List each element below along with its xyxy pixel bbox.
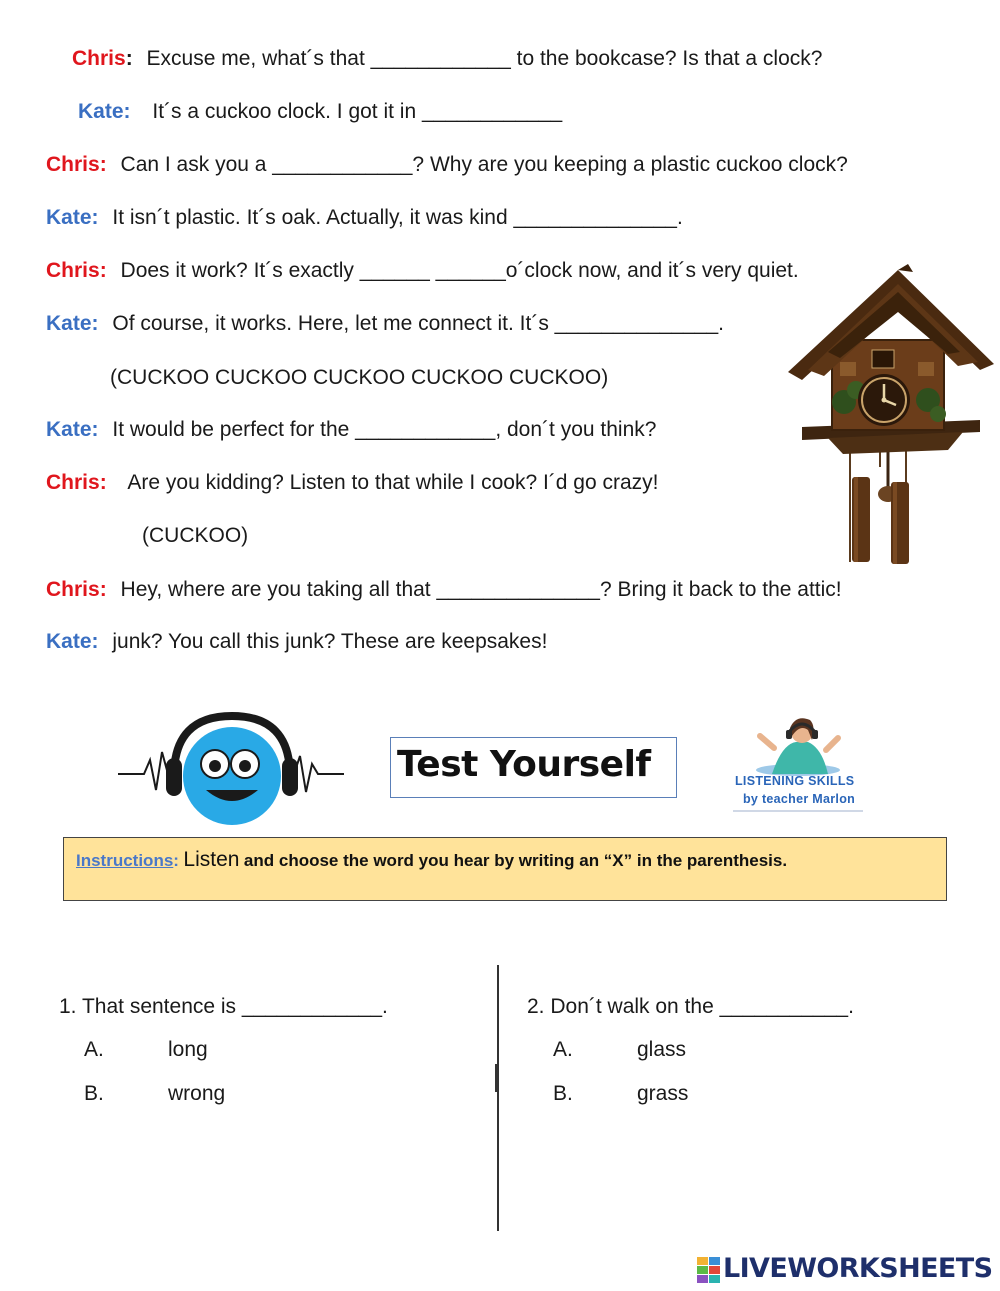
- dialogue-line-8: Chris: Are you kidding? Listen to that while I cook? I´d go crazy!: [46, 471, 659, 494]
- dialogue-line-2: Kate: It´s a cuckoo clock. I got it in ____________: [78, 100, 563, 123]
- test-yourself-title: Test Yourself: [390, 737, 677, 798]
- speaker-chris: Chris: [46, 471, 100, 494]
- question-2-option-a-word[interactable]: glass: [637, 1038, 687, 1061]
- sound-effect-2: (CUCKOO): [142, 524, 249, 547]
- instructions-label: Instructions: [76, 851, 174, 870]
- question-1-option-b-word[interactable]: wrong: [168, 1082, 226, 1105]
- speaker-kate: Kate: [78, 100, 124, 123]
- dialogue-text: Hey, where are you taking all that ______________? Bring it back to the attic!: [120, 578, 842, 601]
- dialogue-text: Are you kidding? Listen to that while I cook? I´d go crazy!: [127, 471, 659, 494]
- headphone-smiley-icon: [116, 712, 348, 828]
- dialogue-line-5: Chris: Does it work? It´s exactly ______ ______o´clock now, and it´s very quiet.: [46, 259, 799, 282]
- speaker-chris: Chris: [72, 47, 126, 70]
- dialogue-line-1: Chris: Excuse me, what´s that ____________ to the bookcase? Is that a clock?: [72, 47, 823, 70]
- sound-effect-1: (CUCKOO CUCKOO CUCKOO CUCKOO CUCKOO): [110, 366, 609, 389]
- speaker-kate: Kate: [46, 630, 92, 653]
- speaker-kate: Kate: [46, 312, 92, 335]
- dialogue-text: Of course, it works. Here, let me connect it. It´s ______________.: [112, 312, 725, 335]
- instructions-text: and choose the word you hear by writing an “X” in the parenthesis.: [243, 851, 788, 870]
- question-2-prompt: 2. Don´t walk on the ___________.: [527, 995, 854, 1018]
- dialogue-text: It would be perfect for the ____________, don´t you think?: [112, 418, 657, 441]
- dialogue-line-10: Kate: junk? You call this junk? These are keepsakes!: [46, 630, 548, 653]
- dialogue-text: Excuse me, what´s that ____________ to the bookcase? Is that a clock?: [146, 47, 823, 70]
- dialogue-text: Can I ask you a ____________? Why are you keeping a plastic cuckoo clock?: [120, 153, 848, 176]
- speaker-kate: Kate: [46, 418, 92, 441]
- speaker-kate: Kate: [46, 206, 92, 229]
- divider-mark: [495, 1064, 497, 1092]
- listening-skills-photo: [752, 714, 844, 776]
- dialogue-line-3: Chris: Can I ask you a ____________? Why are you keeping a plastic cuckoo clock?: [46, 153, 848, 176]
- instructions-box: Instructions: Listen and choose the word you hear by writing an “X” in the parenthesis.: [63, 837, 947, 901]
- dialogue-text: It´s a cuckoo clock. I got it in ____________: [152, 100, 563, 123]
- listening-skills-author: by teacher Marlon: [743, 792, 856, 806]
- question-1-option-b-letter: B.: [84, 1082, 104, 1105]
- column-divider: [497, 965, 499, 1231]
- dialogue-line-4: Kate: It isn´t plastic. It´s oak. Actually, it was kind ______________.: [46, 206, 683, 229]
- dialogue-line-6: Kate: Of course, it works. Here, let me connect it. It´s ______________.: [46, 312, 725, 335]
- question-1-prompt: 1. That sentence is ____________.: [59, 995, 388, 1018]
- instructions-listen: Listen: [183, 848, 240, 871]
- question-2-option-b-word[interactable]: grass: [637, 1082, 689, 1105]
- liveworksheets-blocks-icon: [697, 1257, 721, 1283]
- cuckoo-clock-illustration: [788, 262, 994, 574]
- liveworksheets-brand: LIVEWORKSHEETS: [723, 1253, 993, 1284]
- speaker-chris: Chris: [46, 153, 100, 176]
- question-1-option-a-word[interactable]: long: [168, 1038, 208, 1061]
- dialogue-text: junk? You call this junk? These are keepsakes!: [112, 630, 548, 653]
- question-1-option-a-letter: A.: [84, 1038, 104, 1061]
- logo-underline: [733, 810, 863, 812]
- dialogue-text: Does it work? It´s exactly ______ ______o´clock now, and it´s very quiet.: [120, 259, 799, 282]
- dialogue-line-7: Kate: It would be perfect for the ____________, don´t you think?: [46, 418, 657, 441]
- listening-skills-title: LISTENING SKILLS: [735, 774, 855, 788]
- question-2-option-b-letter: B.: [553, 1082, 573, 1105]
- speaker-chris: Chris: [46, 259, 100, 282]
- speaker-chris: Chris: [46, 578, 100, 601]
- dialogue-line-9: Chris: Hey, where are you taking all that ______________? Bring it back to the attic!: [46, 578, 842, 601]
- dialogue-text: It isn´t plastic. It´s oak. Actually, it was kind ______________.: [112, 206, 683, 229]
- question-2-option-a-letter: A.: [553, 1038, 573, 1061]
